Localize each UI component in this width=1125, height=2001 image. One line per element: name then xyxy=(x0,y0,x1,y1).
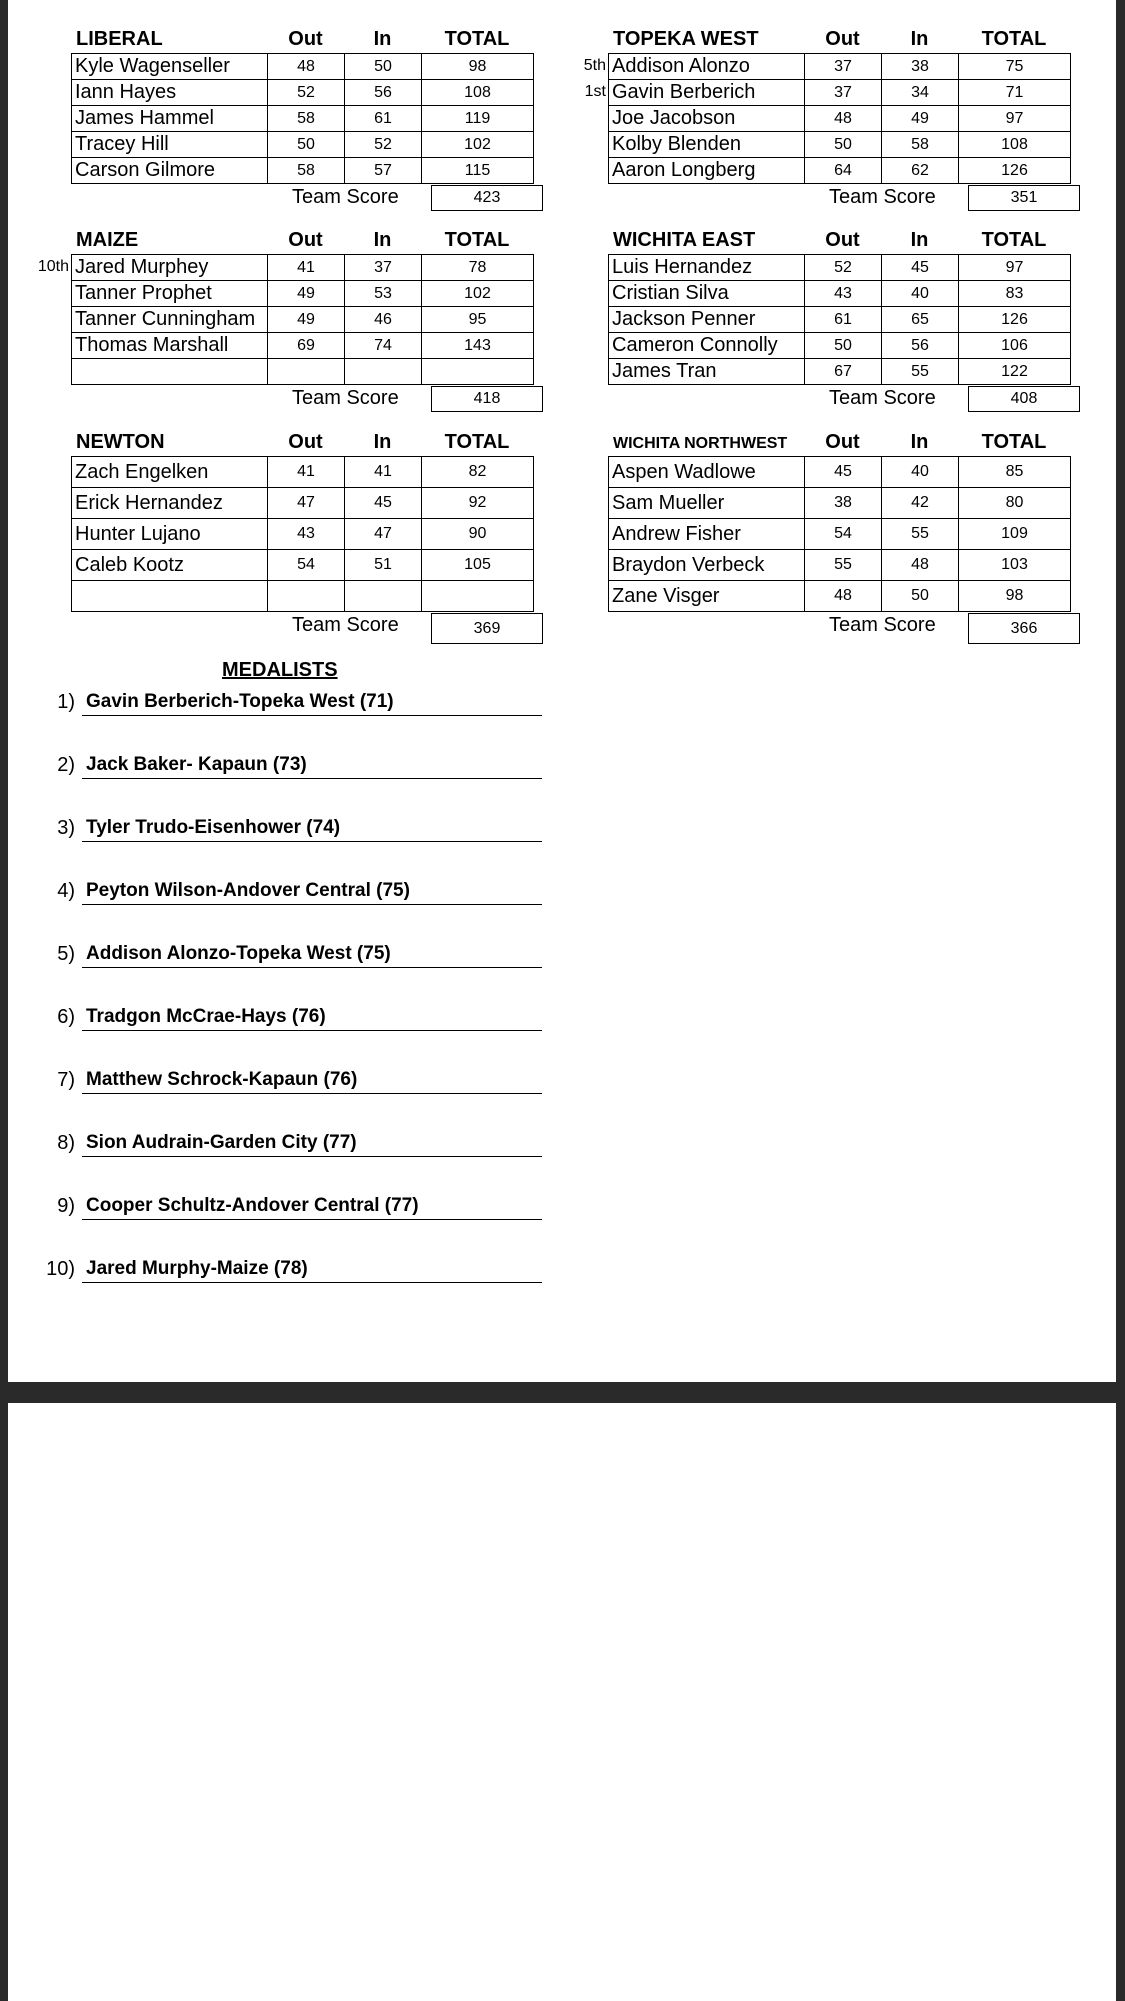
player-row xyxy=(609,132,1071,158)
medalist-item xyxy=(38,1255,542,1285)
column-header-out: Out xyxy=(825,229,860,251)
player-total: 102 xyxy=(422,132,534,158)
player-out xyxy=(268,581,345,612)
medalists-title: MEDALISTS xyxy=(222,659,338,681)
medalist-name: Tradgon McCrae-Hays (76) xyxy=(82,1003,542,1031)
team-header xyxy=(608,430,1078,454)
player-name: Gavin Berberich xyxy=(609,80,805,106)
team-name: LIBERAL xyxy=(76,28,163,50)
medalist-rank: 7) xyxy=(57,1069,75,1091)
column-header-out: Out xyxy=(825,28,860,50)
player-out: 50 xyxy=(805,132,882,158)
medalist-name: Gavin Berberich-Topeka West (71) xyxy=(82,688,542,716)
player-total: 98 xyxy=(959,581,1071,612)
team-name: WICHITA NORTHWEST xyxy=(613,435,788,452)
player-table xyxy=(71,456,534,612)
team-score-value: 408 xyxy=(968,386,1080,412)
medalist-rank: 3) xyxy=(57,817,75,839)
player-total: 83 xyxy=(959,281,1071,307)
team-name: TOPEKA WEST xyxy=(613,28,759,50)
column-header-total: TOTAL xyxy=(981,28,1047,50)
player-total: 105 xyxy=(422,550,534,581)
player-out: 41 xyxy=(268,255,345,281)
player-total: 78 xyxy=(422,255,534,281)
team-header xyxy=(608,228,1078,252)
player-out: 50 xyxy=(805,333,882,359)
player-in: 52 xyxy=(345,132,422,158)
player-out: 55 xyxy=(805,550,882,581)
player-in: 53 xyxy=(345,281,422,307)
team-name: NEWTON xyxy=(76,431,165,453)
player-row xyxy=(72,80,534,106)
column-header-total: TOTAL xyxy=(444,431,510,453)
player-name: Caleb Kootz xyxy=(72,550,268,581)
medalist-item xyxy=(38,1066,542,1096)
player-total: 126 xyxy=(959,158,1071,184)
player-total: 80 xyxy=(959,488,1071,519)
medalist-rank: 1) xyxy=(57,691,75,713)
player-in: 56 xyxy=(882,333,959,359)
player-name: Hunter Lujano xyxy=(72,519,268,550)
player-row xyxy=(609,359,1071,385)
medalist-rank: 4) xyxy=(57,880,75,902)
player-in: 55 xyxy=(882,359,959,385)
placement-label: 10th xyxy=(37,258,69,275)
player-in xyxy=(345,581,422,612)
player-row xyxy=(72,359,534,385)
column-header-out: Out xyxy=(288,431,323,453)
player-name: Joe Jacobson xyxy=(609,106,805,132)
player-in: 41 xyxy=(345,457,422,488)
column-header-in: In xyxy=(910,28,929,50)
medalist-item xyxy=(38,1003,542,1033)
player-total: 108 xyxy=(422,80,534,106)
player-name: Tracey Hill xyxy=(72,132,268,158)
player-name: Tanner Cunningham xyxy=(72,307,268,333)
player-total: 97 xyxy=(959,106,1071,132)
player-out: 41 xyxy=(268,457,345,488)
medalist-rank: 9) xyxy=(57,1195,75,1217)
team-score-label: Team Score xyxy=(292,186,399,208)
player-name: Jackson Penner xyxy=(609,307,805,333)
player-in: 51 xyxy=(345,550,422,581)
player-out: 38 xyxy=(805,488,882,519)
team-header xyxy=(71,430,541,454)
player-out: 52 xyxy=(805,255,882,281)
player-row xyxy=(72,281,534,307)
player-in: 46 xyxy=(345,307,422,333)
player-out: 67 xyxy=(805,359,882,385)
player-row xyxy=(72,519,534,550)
player-in: 62 xyxy=(882,158,959,184)
column-header-in: In xyxy=(373,28,392,50)
player-out: 48 xyxy=(268,54,345,80)
player-total xyxy=(422,359,534,385)
player-name: Carson Gilmore xyxy=(72,158,268,184)
player-out: 54 xyxy=(805,519,882,550)
medalist-item xyxy=(38,751,542,781)
player-total: 122 xyxy=(959,359,1071,385)
team-header xyxy=(608,27,1078,51)
player-in: 40 xyxy=(882,457,959,488)
player-table xyxy=(71,53,534,184)
placement-label: 5th xyxy=(583,57,606,74)
player-in: 61 xyxy=(345,106,422,132)
player-out: 43 xyxy=(268,519,345,550)
team-score-value: 351 xyxy=(968,185,1080,211)
medalist-name: Peyton Wilson-Andover Central (75) xyxy=(82,877,542,905)
player-total: 98 xyxy=(422,54,534,80)
player-row xyxy=(609,519,1071,550)
player-total: 71 xyxy=(959,80,1071,106)
player-row xyxy=(609,333,1071,359)
medalist-item xyxy=(38,940,542,970)
player-row xyxy=(609,488,1071,519)
player-total: 103 xyxy=(959,550,1071,581)
player-name: Aaron Longberg xyxy=(609,158,805,184)
player-in: 47 xyxy=(345,519,422,550)
player-table xyxy=(71,254,534,385)
column-header-in: In xyxy=(910,229,929,251)
team-score-value: 366 xyxy=(968,613,1080,644)
player-row xyxy=(609,106,1071,132)
medalist-name: Addison Alonzo-Topeka West (75) xyxy=(82,940,542,968)
player-in: 55 xyxy=(882,519,959,550)
player-name xyxy=(72,581,268,612)
player-out: 37 xyxy=(805,80,882,106)
player-in: 50 xyxy=(882,581,959,612)
player-name: Jared Murphey xyxy=(72,255,268,281)
player-out: 48 xyxy=(805,581,882,612)
player-out: 69 xyxy=(268,333,345,359)
player-out: 45 xyxy=(805,457,882,488)
placement-label: 1st xyxy=(584,83,606,100)
player-row xyxy=(72,550,534,581)
player-row xyxy=(609,54,1071,80)
player-in: 49 xyxy=(882,106,959,132)
player-name: Zach Engelken xyxy=(72,457,268,488)
player-in: 65 xyxy=(882,307,959,333)
player-in: 40 xyxy=(882,281,959,307)
player-name: Tanner Prophet xyxy=(72,281,268,307)
team-header xyxy=(71,228,541,252)
column-header-out: Out xyxy=(825,431,860,453)
player-name: Braydon Verbeck xyxy=(609,550,805,581)
page-separator xyxy=(0,1382,1125,1403)
player-row xyxy=(609,307,1071,333)
player-row xyxy=(72,333,534,359)
team-score-label: Team Score xyxy=(292,387,399,409)
player-out: 58 xyxy=(268,158,345,184)
player-total: 109 xyxy=(959,519,1071,550)
player-out: 54 xyxy=(268,550,345,581)
player-name: Zane Visger xyxy=(609,581,805,612)
player-out xyxy=(268,359,345,385)
player-name: Luis Hernandez xyxy=(609,255,805,281)
player-row xyxy=(72,158,534,184)
player-in: 37 xyxy=(345,255,422,281)
player-in: 50 xyxy=(345,54,422,80)
player-in: 48 xyxy=(882,550,959,581)
player-name: Kolby Blenden xyxy=(609,132,805,158)
player-name: Erick Hernandez xyxy=(72,488,268,519)
team-score-label: Team Score xyxy=(829,387,936,409)
medalist-name: Matthew Schrock-Kapaun (76) xyxy=(82,1066,542,1094)
player-total: 95 xyxy=(422,307,534,333)
medalist-item xyxy=(38,688,542,718)
player-total: 82 xyxy=(422,457,534,488)
player-out: 49 xyxy=(268,307,345,333)
medalist-name: Jared Murphy-Maize (78) xyxy=(82,1255,542,1283)
player-total: 92 xyxy=(422,488,534,519)
player-row xyxy=(72,581,534,612)
player-total: 106 xyxy=(959,333,1071,359)
player-out: 52 xyxy=(268,80,345,106)
player-total: 90 xyxy=(422,519,534,550)
player-out: 58 xyxy=(268,106,345,132)
player-out: 48 xyxy=(805,106,882,132)
player-row xyxy=(72,307,534,333)
team-score-value: 423 xyxy=(431,185,543,211)
column-header-in: In xyxy=(373,431,392,453)
player-total: 75 xyxy=(959,54,1071,80)
column-header-total: TOTAL xyxy=(981,431,1047,453)
player-name: Andrew Fisher xyxy=(609,519,805,550)
player-out: 50 xyxy=(268,132,345,158)
player-row xyxy=(72,255,534,281)
column-header-in: In xyxy=(373,229,392,251)
player-total: 97 xyxy=(959,255,1071,281)
medalist-name: Jack Baker- Kapaun (73) xyxy=(82,751,542,779)
player-row xyxy=(609,281,1071,307)
column-header-total: TOTAL xyxy=(444,229,510,251)
player-total: 102 xyxy=(422,281,534,307)
player-table xyxy=(608,254,1071,385)
medalist-rank: 2) xyxy=(57,754,75,776)
medalist-rank: 6) xyxy=(57,1006,75,1028)
player-name: Kyle Wagenseller xyxy=(72,54,268,80)
player-name: Aspen Wadlowe xyxy=(609,457,805,488)
player-total: 143 xyxy=(422,333,534,359)
player-name xyxy=(72,359,268,385)
column-header-in: In xyxy=(910,431,929,453)
player-row xyxy=(609,80,1071,106)
team-name: WICHITA EAST xyxy=(613,229,756,251)
team-header xyxy=(71,27,541,51)
blank-page xyxy=(8,1403,1116,2001)
player-name: Iann Hayes xyxy=(72,80,268,106)
player-in: 56 xyxy=(345,80,422,106)
team-score-label: Team Score xyxy=(292,614,399,636)
player-row xyxy=(609,255,1071,281)
player-name: James Tran xyxy=(609,359,805,385)
medalist-rank: 5) xyxy=(57,943,75,965)
medalist-item xyxy=(38,814,542,844)
medalist-rank: 8) xyxy=(57,1132,75,1154)
medalist-name: Sion Audrain-Garden City (77) xyxy=(82,1129,542,1157)
player-name: Addison Alonzo xyxy=(609,54,805,80)
player-row xyxy=(609,457,1071,488)
player-total: 115 xyxy=(422,158,534,184)
player-name: James Hammel xyxy=(72,106,268,132)
scoresheet-page xyxy=(8,0,1116,1382)
team-score-value: 418 xyxy=(431,386,543,412)
player-total: 119 xyxy=(422,106,534,132)
player-out: 43 xyxy=(805,281,882,307)
team-score-label: Team Score xyxy=(829,614,936,636)
team-score-value: 369 xyxy=(431,613,543,644)
column-header-out: Out xyxy=(288,28,323,50)
player-name: Cameron Connolly xyxy=(609,333,805,359)
medalist-name: Tyler Trudo-Eisenhower (74) xyxy=(82,814,542,842)
player-table xyxy=(608,456,1071,612)
player-total: 85 xyxy=(959,457,1071,488)
player-out: 61 xyxy=(805,307,882,333)
player-in: 45 xyxy=(882,255,959,281)
player-in: 58 xyxy=(882,132,959,158)
player-in xyxy=(345,359,422,385)
player-table xyxy=(608,53,1071,184)
player-out: 47 xyxy=(268,488,345,519)
medalist-item xyxy=(38,1129,542,1159)
player-total: 126 xyxy=(959,307,1071,333)
player-row xyxy=(72,457,534,488)
column-header-total: TOTAL xyxy=(444,28,510,50)
player-row xyxy=(609,158,1071,184)
player-row xyxy=(72,488,534,519)
player-total xyxy=(422,581,534,612)
player-out: 49 xyxy=(268,281,345,307)
player-row xyxy=(72,132,534,158)
player-in: 34 xyxy=(882,80,959,106)
player-in: 45 xyxy=(345,488,422,519)
player-row xyxy=(609,581,1071,612)
player-in: 74 xyxy=(345,333,422,359)
player-name: Cristian Silva xyxy=(609,281,805,307)
team-name: MAIZE xyxy=(76,229,139,251)
player-in: 38 xyxy=(882,54,959,80)
player-total: 108 xyxy=(959,132,1071,158)
player-name: Sam Mueller xyxy=(609,488,805,519)
player-row xyxy=(72,54,534,80)
player-out: 64 xyxy=(805,158,882,184)
player-row xyxy=(72,106,534,132)
column-header-out: Out xyxy=(288,229,323,251)
medalist-item xyxy=(38,877,542,907)
player-out: 37 xyxy=(805,54,882,80)
column-header-total: TOTAL xyxy=(981,229,1047,251)
team-score-label: Team Score xyxy=(829,186,936,208)
player-in: 42 xyxy=(882,488,959,519)
medalist-rank: 10) xyxy=(46,1258,75,1280)
medalist-name: Cooper Schultz-Andover Central (77) xyxy=(82,1192,542,1220)
player-row xyxy=(609,550,1071,581)
player-in: 57 xyxy=(345,158,422,184)
medalist-item xyxy=(38,1192,542,1222)
player-name: Thomas Marshall xyxy=(72,333,268,359)
